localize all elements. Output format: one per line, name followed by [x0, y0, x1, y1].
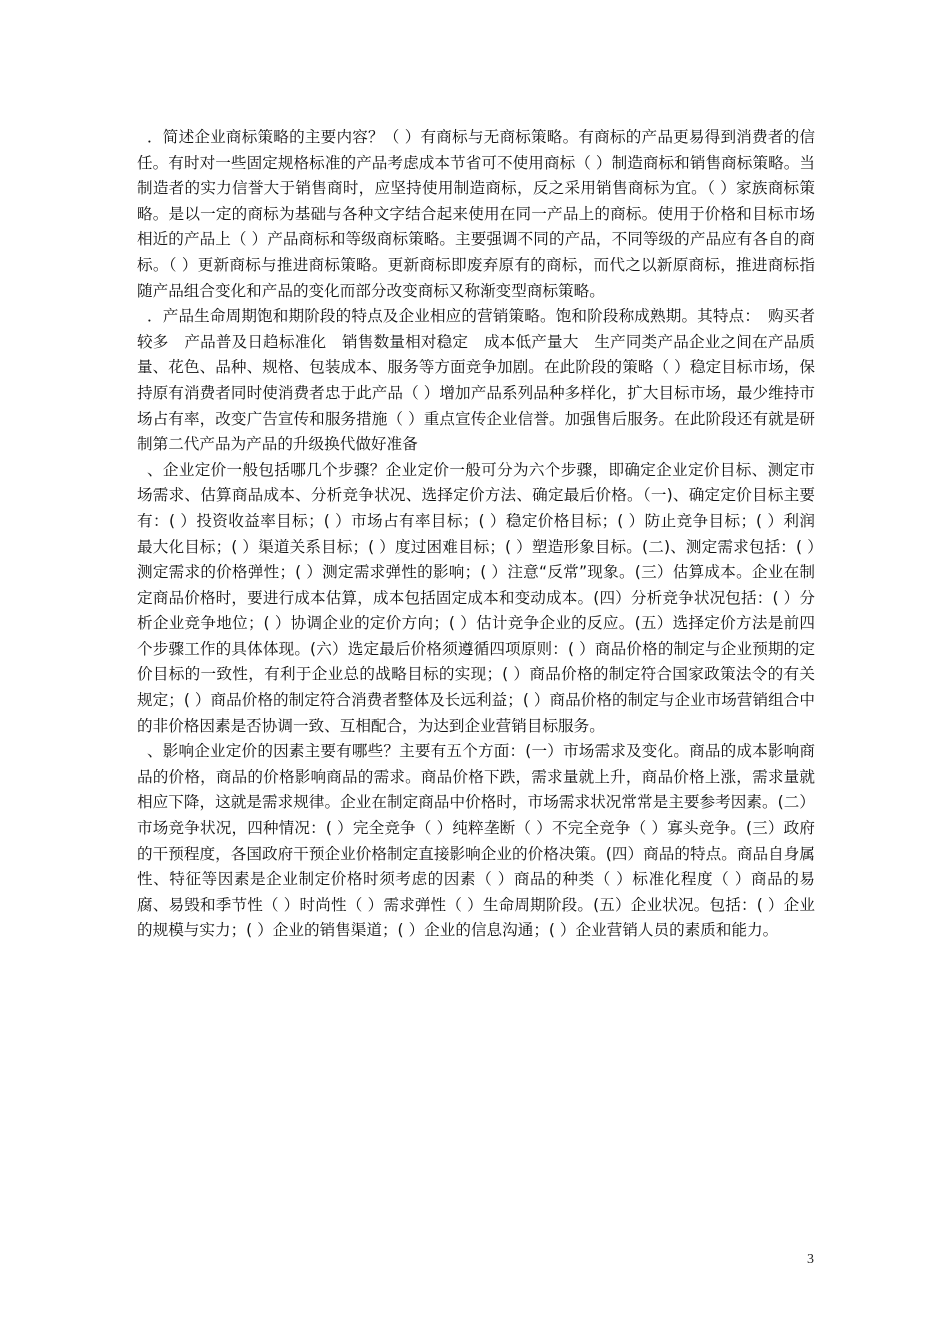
paragraph-pricing-factors: 、影响企业定价的因素主要有哪些？主要有五个方面：(一）市场需求及变化。商品的成本影响商品的价格，商品的价格影响商品的需求。商品价格下跌，需求量就上升，商品价格上涨，需求量就相应下降，这就是需求规律。企业在制定商品中价格时，市场需求状况常常是主要参考因素。(二）市场竞争状况，四种情况：( ）完全竞争（ ）纯粹垄断（ ）不完全竞争（ ）寡头竞争。(三）政府的干预程度，各国政府干预企业价格制定直接影响企业的价格决策。(四）商品的特点。商品自身属性、特征等因素是企业制定价格时须考虑的因素（ ）商品的种类（ ）标准化程度（ ）商品的易腐、易毁和季节性（ ）时尚性（ ）需求弹性（ ）生命周期阶段。(五）企业状况。包括：( ）企业的规模与实力；( ）企业的销售渠道；( ）企业的信息沟通；( ）企业营销人员的素质和能力。: [137, 742, 815, 940]
paragraph-trademark-strategy: ．简述企业商标策略的主要内容？（ ）有商标与无商标策略。有商标的产品更易得到消费者的信任。有时对一些固定规格标准的产品考虑成本节省可不使用商标（ ）制造商标和销售商标策略。当制造者的实力信誉大于销售商时，应坚持使用制造商标，反之采用销售商标为宜。（ ）家族商标策略。是以一定的商标为基础与各种文字结合起来使用在同一产品上的商标。使用于价格和目标市场相近的产品上（ ）产品商标和等级商标策略。主要强调不同的产品，不同等级的产品应有各自的商标。（ ）更新商标与推进商标策略。更新商标即废弃原有的商标，而代之以新原商标，推进商标指随产品组合变化和产品的变化而部分改变商标又称渐变型商标策略。: [137, 128, 815, 300]
page-number: 3: [807, 1252, 814, 1267]
document-body: [137, 125, 815, 944]
paragraph-pricing-steps: 、企业定价一般包括哪几个步骤？企业定价一般可分为六个步骤，即确定企业定价目标、测定市场需求、估算商品成本、分析竞争状况、选择定价方法、确定最后价格。（一)、确定定价目标主要有：( ）投资收益率目标；( ）市场占有率目标；( ）稳定价格目标；( ）防止竞争目标；( ）利润最大化目标；( ）渠道关系目标；( ）度过困难目标；( ）塑造形象目标。(二)、测定需求包括：( ）测定需求的价格弹性；( ）测定需求弹性的影响；( ）注意“反常”现象。(三）估算成本。企业在制定商品价格时，要进行成本估算，成本包括固定成本和变动成本。(四）分析竞争状况包括：( ）分析企业竞争地位；( ）协调企业的定价方向；( ）估计竞争企业的反应。(五）选择定价方法是前四个步骤工作的具体体现。(六）选定最后价格须遵循四项原则：( ）商品价格的制定与企业预期的定价目标的一致性，有利于企业总的战略目标的实现；( ）商品价格的制定符合国家政策法令的有关规定；( ）商品价格的制定符合消费者整体及长远利益；( ）商品价格的制定与企业市场营销组合中的非价格因素是否协调一致、互相配合，为达到企业营销目标服务。: [137, 460, 815, 735]
paragraph-maturity-stage: ．产品生命周期饱和期阶段的特点及企业相应的营销策略。饱和阶段称成熟期。其特点： 购买者较多 产品普及日趋标准化 销售数量相对稳定 成本低产量大 生产同类产品企业之间在产品质量、花色、品种、规格、包装成本、服务等方面竞争加剧。在此阶段的策略（ ）稳定目标市场，保持原有消费者同时使消费者忠于此产品（ ）增加产品系列品种多样化，扩大目标市场，最少维持市场占有率，改变广告宣传和服务措施（ ）重点宣传企业信誉。加强售后服务。在此阶段还有就是研制第二代产品为产品的升级换代做好准备: [137, 307, 815, 454]
